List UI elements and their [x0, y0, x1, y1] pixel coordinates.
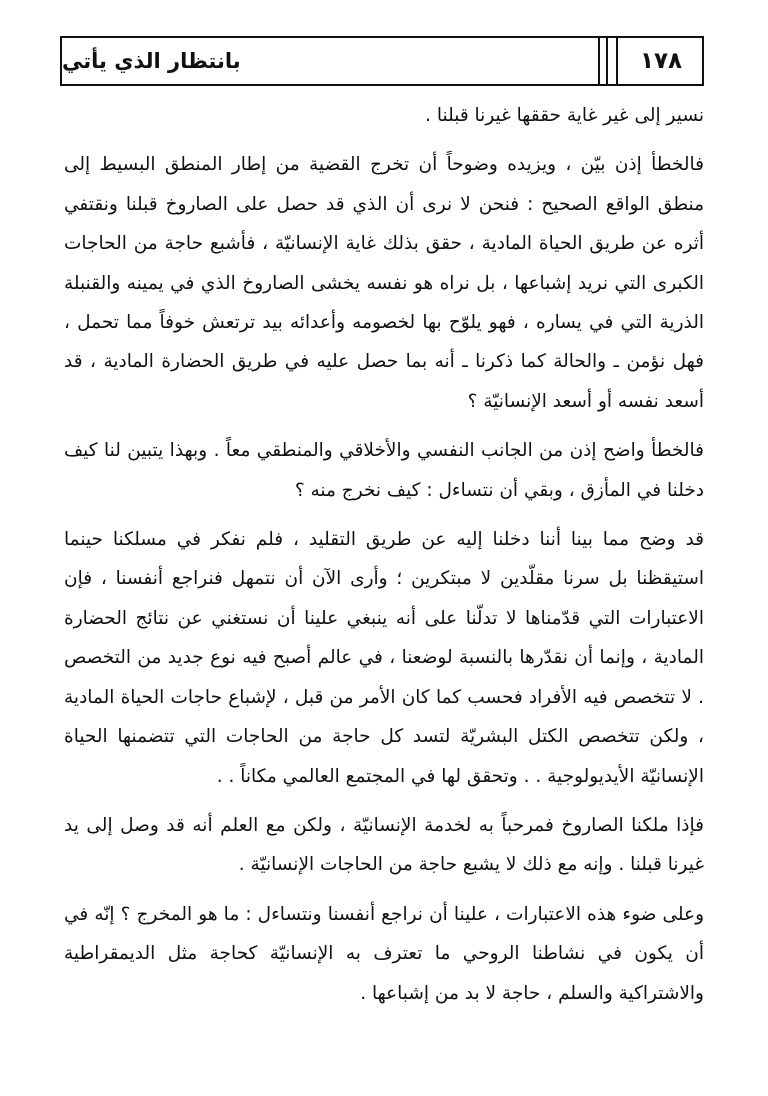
header-divider-rule [606, 36, 608, 86]
running-title: بانتظار الذي يأتي [62, 49, 241, 73]
header-divider-rule [598, 36, 600, 86]
paragraph: نسير إلى غير غاية حققها غيرنا قبلنا . [425, 105, 704, 126]
paragraph: فالخطأ واضح إذن من الجانب النفسي والأخلاقي والمنطقي معاً . وبهذا يتبين لنا كيف دخلنا في المأزق ، وبقي أن نتساءل : كيف نخرج منه ؟ [64, 440, 704, 501]
paragraph: وعلى ضوء هذه الاعتبارات ، علينا أن نراجع أنفسنا ونتساءل : ما هو المخرج ؟ إنّه في أن يكون في نشاطنا الروحي ما تعترف به الإنسانيّة كحاجة مثل الديمقراطية والاشتراكية والسلم ، حاجة لا بد من إشباعها . [64, 903, 704, 1004]
header-divider-rule [616, 36, 618, 86]
paragraph: فالخطأ إذن بيّن ، ويزيده وضوحاً أن تخرج القضية من إطار المنطق البسيط إلى منطق الواقع الصحيح : فنحن لا نرى أن الذي قد حصل على الصاروخ قبلنا ونقتفي أثره عن طريق الحياة المادية ، حقق بذلك غاية الإنسانيّة ، فأشبع حاجة من الحاجات الكبرى التي نريد إشباعها ، بل نراه هو نفسه يخشى الصاروخ الذي في يمينه والقنبلة الذرية التي في يساره ، فهو يلوّح بها لخصومه وأعدائه بيد ترتعش خوفاً مما تحمل ، فهل نؤمن ـ والحالة كما ذكرنا ـ أنه بما حصل عليه في طريق الحضارة المادية ، قد أسعد نفسه أو أسعد الإنسانيّة ؟ [64, 154, 704, 412]
paragraph: قد وضح مما بينا أننا دخلنا إليه عن طريق التقليد ، فلم نفكر في مسلكنا حينما استيقظنا بل سرنا مقلّدين لا مبتكرين ؛ وأرى الآن أن نتمهل فنراجع أنفسنا ، فإن الاعتبارات التي قدّمناها لا تدلّنا على أنه ينبغي علينا أن نستغني عن نتائج الحضارة المادية ، وإنما أن نقدّرها بالنسبة لوضعنا ، في عالم أصبح فيه نوع جديد من التخصص . لا تتخصص فيه الأفراد فحسب كما كان الأمر من قبل ، لإشباع حاجات الحياة المادية ، ولكن تتخصص الكتل البشريّة لتسد كل حاجة من الحاجات التي تتضمنها الحياة الإنسانيّة الأيديولوجية . . وتحقق لها في المجتمع العالمي مكاناً . . [64, 529, 704, 787]
page-number: ١٧٨ [639, 48, 683, 74]
paragraph: فإذا ملكنا الصاروخ فمرحباً به لخدمة الإنسانيّة ، ولكن مع العلم أنه قد وصل إلى يد غيرنا قبلنا . وإنه مع ذلك لا يشبع حاجة من الحاجات الإنسانيّة . [64, 814, 704, 876]
body-text [64, 96, 704, 1013]
page-header [60, 36, 704, 86]
